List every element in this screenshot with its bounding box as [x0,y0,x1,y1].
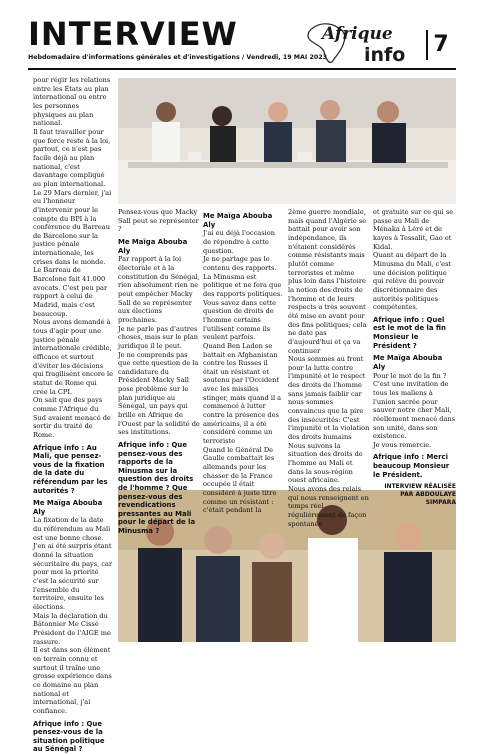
paragraph: La fixation de la date du référendum au Mali est une bonne chose. [33,516,111,542]
paragraph: Il faut travailler pour que force reste à la loi, partout, ce n'est pas facile déjà au plan national, c'est davantage compliqué au plan international. [33,127,111,188]
interviewer-question: Afrique info : Que pensez-vous des rapports de la Minusma sur la question des droits de l'homme ? Que pensez-vous des revendications pressantes au Mali pour le départ de la Minusma ? [118,441,196,535]
paragraph: Vous savez dans cette question de droits de l'homme certains l'utilisent comme ils veulent parfois. [203,298,277,342]
paragraph: pour régir les relations entre les États au plan international ou entre les personnes physiques au plan national. [33,76,111,128]
paragraph: Je ne parle pas d'autres choses, mais sur le plan juridique il le peut. [118,324,199,350]
column-1 [33,76,113,754]
paragraph: Nous sommes au front pour la lutte contre l'impunité et le respect des droits de l'homme sans jamais faiblir car nous sommes convaincus que la pire des insécurités: C'est l'impunité et la violation des droits humains [288,355,370,442]
column-3 [203,208,285,515]
photo-panel-discussion [118,78,456,204]
afrique-info-logo [300,20,418,68]
column-4 [288,208,370,528]
page-header [0,0,480,74]
paragraph: Il est dans son élément en terrain connu et surtout il traîne une grosse expérience dans ce domaine au plan national et international, j'ai confiance. [33,646,112,715]
interviewer-question: Afrique info : Au Mali, que pensez-vous de la fixation de la date du référendum par les autorités ? [33,443,108,495]
paragraph: C'est une invitation de tous les maliens à l'union sacrée pour sauver notre cher Mali, réellement menacé dans son unité, dans son existence. [373,380,456,441]
logo-word-info: info [364,44,406,66]
paragraph: Je ne partage pas le contenu des rapports. La Minusma est politique et ne fera que des rapports politiques. [203,255,283,298]
byline: INTERVIEW RÉALISÉE PAR ABDOULAYE SIMPARA [384,483,456,507]
paragraph: J'en ai été surpris étant donné la situation sécuritaire du pays, car pour moi la priorité c'est la sécurité sur l'ensemble du territoire, ensuite les élections. [33,542,113,611]
paragraph: Je ne comprends pas que cette question de la candidature du Président Macky Sall pose problème sur le plan juridique au Sénégal, un pays qui brille en Afrique de l'Ouest par la solidité de ses institutions. [118,350,200,437]
paragraph: Pensez-vous que Macky Sall peut se représenter ? [118,208,199,234]
paragraph: Quand Ben Laden se battait en Afghanistan contre les Russes il était un résistant et soutenu par l'Occident avec les missiles stinger, mais quand il a commencé à lutter contre la présence des américains, il a été considéré comme un terroriste [203,341,282,446]
paragraph: Par rapport à la loi électorale et à la constitution du Sénégal, rien absolument rien ne peut empêcher Macky Sall de se représenter aux élections prochaines. [118,255,200,324]
paragraph: Quand le Général De Gaulle combattait les allemands pour les chasser de la France occupée il était considéré à juste titre comme un résistant : c'était pendant la [203,445,277,515]
paragraph: Pour le mot de la fin ? [373,371,447,380]
paragraph: Quant au départ de la Minusma du Mali, c'est une décision politique qui relève du pouvoir discrétionnaire des autorités politiques compétentes. [373,251,452,312]
paragraph: 2ème guerre mondiale, mais quand l'Algérie se battait pour avoir son indépendance, ils n'étaient considérés comme résistants mais plutôt comme terroristes et même plus loin dans l'histoire la notion des droits de l'homme et de leurs respects a très souvent été mise en avant pour des fins politiques; cela ne date pas d'aujourd'hui et ça va continuer [288,208,367,355]
paragraph: Je vous remercie. [373,440,432,449]
speaker-label: Me Maïga Abouba Aly [203,212,273,229]
paragraph: On sait que des pays comme l'Afrique du Sud avaient menacé de sortir du traité de Rome. [33,396,111,439]
interviewer-question: Afrique info : Merci beaucoup Monsieur le Président. [373,453,450,479]
logo-word-afrique: Afrique [322,24,393,44]
speaker-label: Me Maïga Abouba Aly [118,237,188,255]
column-5 [373,208,456,507]
paragraph: Nous avons demandé à tous d'agir pour une justice pénale internationale crédible, efficace et surtout d'éviter les décisions qui fragilisent encore le statut de Rome qui crée la CPI. [33,318,113,396]
interviewer-question: Afrique info : Quel est le mot de la fin Monsieur le Président ? [373,315,446,350]
masthead-subtitle: Hebdomadaire d'informations générales et d'investigations / Vendredi, 19 MAI 2023 [28,54,327,61]
paragraph: J'ai eu déjà l'occasion de répondre à cette question. [203,229,275,255]
speaker-label: Me Maïga Abouba Aly [33,499,103,516]
paragraph: Nous suivons la situation des droits de l'homme au Mali et dans la sous-région ouest africaine. [288,441,363,485]
paragraph: Mais la déclaration du Bâtonnier Me Cissé Président de l'AIGE me rassure. [33,611,111,646]
column-2 [118,208,200,536]
speaker-label: Me Maïga Abouba Aly [373,354,443,371]
paragraph: Le Barreau de Barcelone fait 41.000 avocats. C'est peu par rapport à celui de Madrid, mais c'est beaucoup. [33,266,108,318]
interviewer-question: Afrique info : Que pensez-vous de la situation politique au Sénégal ? [33,719,105,754]
paragraph: Le 29 Mars dernier, j'ai eu l'honneur d'intervenir pour le compte du BPI à la conférence du Barreau de Barcelone sur la justice pénale internationale, les crises dans le monde. [33,188,112,266]
header-rule [28,68,456,70]
page-number: 7 [426,30,454,60]
section-title: INTERVIEW [28,15,238,53]
paragraph: et gratuite sur ce qui se passe au Mali de Ménaka à Léré et de kayes à Tessalit, Gao et Kidal. [373,208,454,251]
paragraph: Nous avons des relais qui nous renseignent en temps réel régulièrement de façon spontanée [288,485,369,528]
